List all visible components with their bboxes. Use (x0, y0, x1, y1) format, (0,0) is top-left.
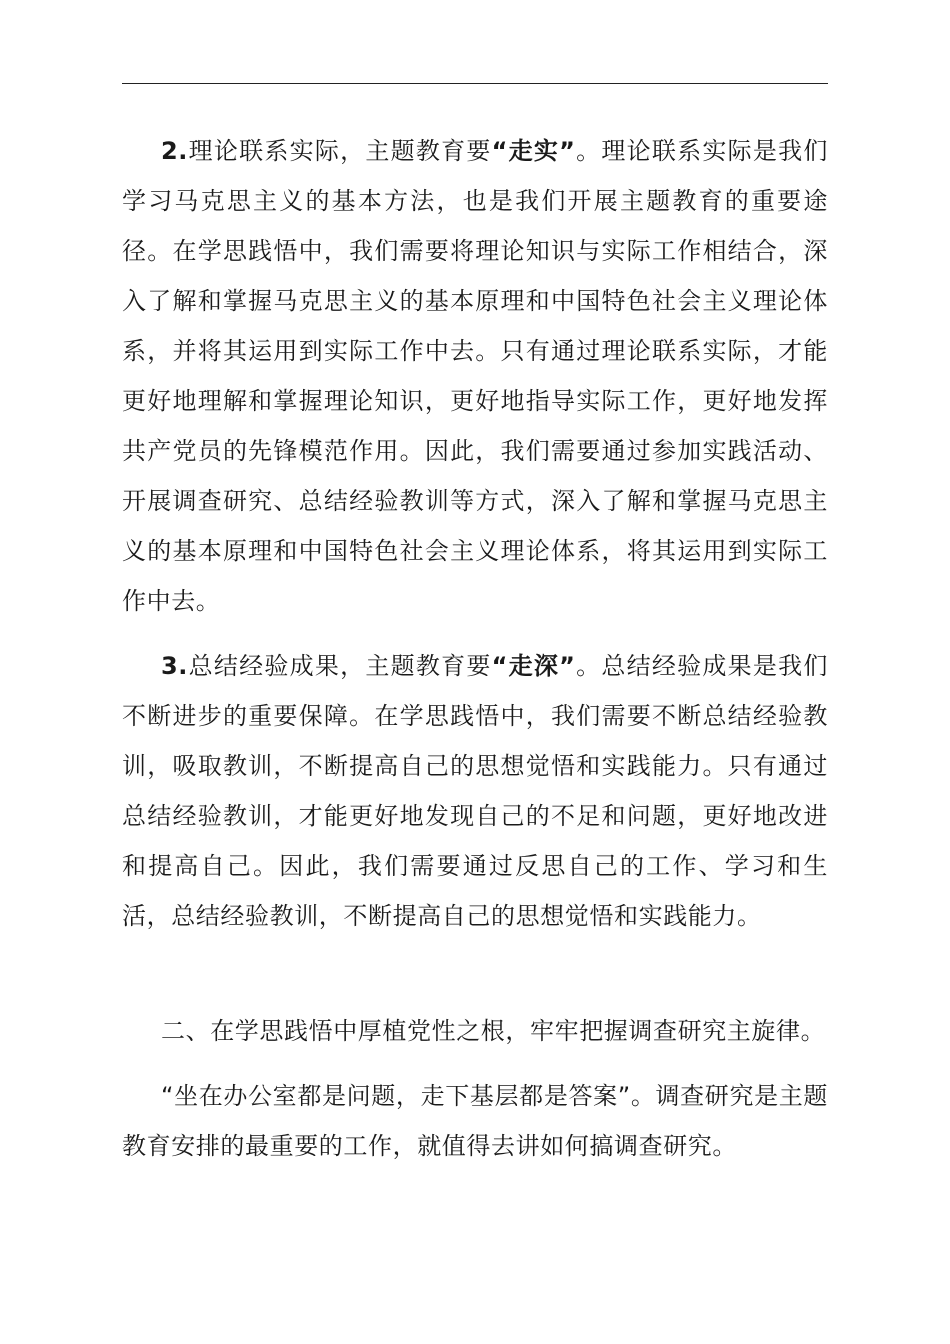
section-heading: 二、在学思践悟中厚植党性之根，牢牢把握调查研究主旋律。 (161, 1017, 826, 1045)
header-rule (122, 83, 828, 84)
paragraph-summarize-experience (122, 641, 828, 991)
paragraph-theory-practice (122, 126, 828, 626)
paragraph-lead: 理论联系实际，主题教育要 (188, 137, 492, 165)
paragraph-number: 3. (161, 652, 189, 680)
paragraph-investigation: “坐在办公室都是问题，走下基层都是答案”。调查研究是主题教育安排的最重要的工作，就值得去讲如何搞调查研究。 (122, 1082, 828, 1160)
paragraph-lead: 总结经验成果，主题教育要 (188, 652, 492, 680)
paragraph-body: 。总结经验成果是我们不断进步的重要保障。在学思践悟中，我们需要不断总结经验教训，吸取教训，不断提高自己的思想觉悟和实践能力。只有通过总结经验教训，才能更好地发现自己的不足和问题，更好地改进和提高自己。因此，我们需要通过反思自己的工作、学习和生活，总结经验教训，不断提高自己的思想觉悟和实践能力。 (122, 652, 828, 930)
paragraph-quote: “走实” (491, 137, 576, 165)
paragraph-number: 2. (161, 137, 189, 165)
document-body (122, 126, 828, 1186)
paragraph-body: 。理论联系实际是我们学习马克思主义的基本方法，也是我们开展主题教育的重要途径。在学思践悟中，我们需要将理论知识与实际工作相结合，深入了解和掌握马克思主义的基本原理和中国特色社会主义理论体系，并将其运用到实际工作中去。只有通过理论联系实际，才能更好地理解和掌握理论知识，更好地指导实际工作，更好地发挥共产党员的先锋模范作用。因此，我们需要通过参加实践活动、开展调查研究、总结经验教训等方式，深入了解和掌握马克思主义的基本原理和中国特色社会主义理论体系，将其运用到实际工作中去。 (122, 137, 828, 615)
paragraph-quote: “走深” (491, 652, 576, 680)
